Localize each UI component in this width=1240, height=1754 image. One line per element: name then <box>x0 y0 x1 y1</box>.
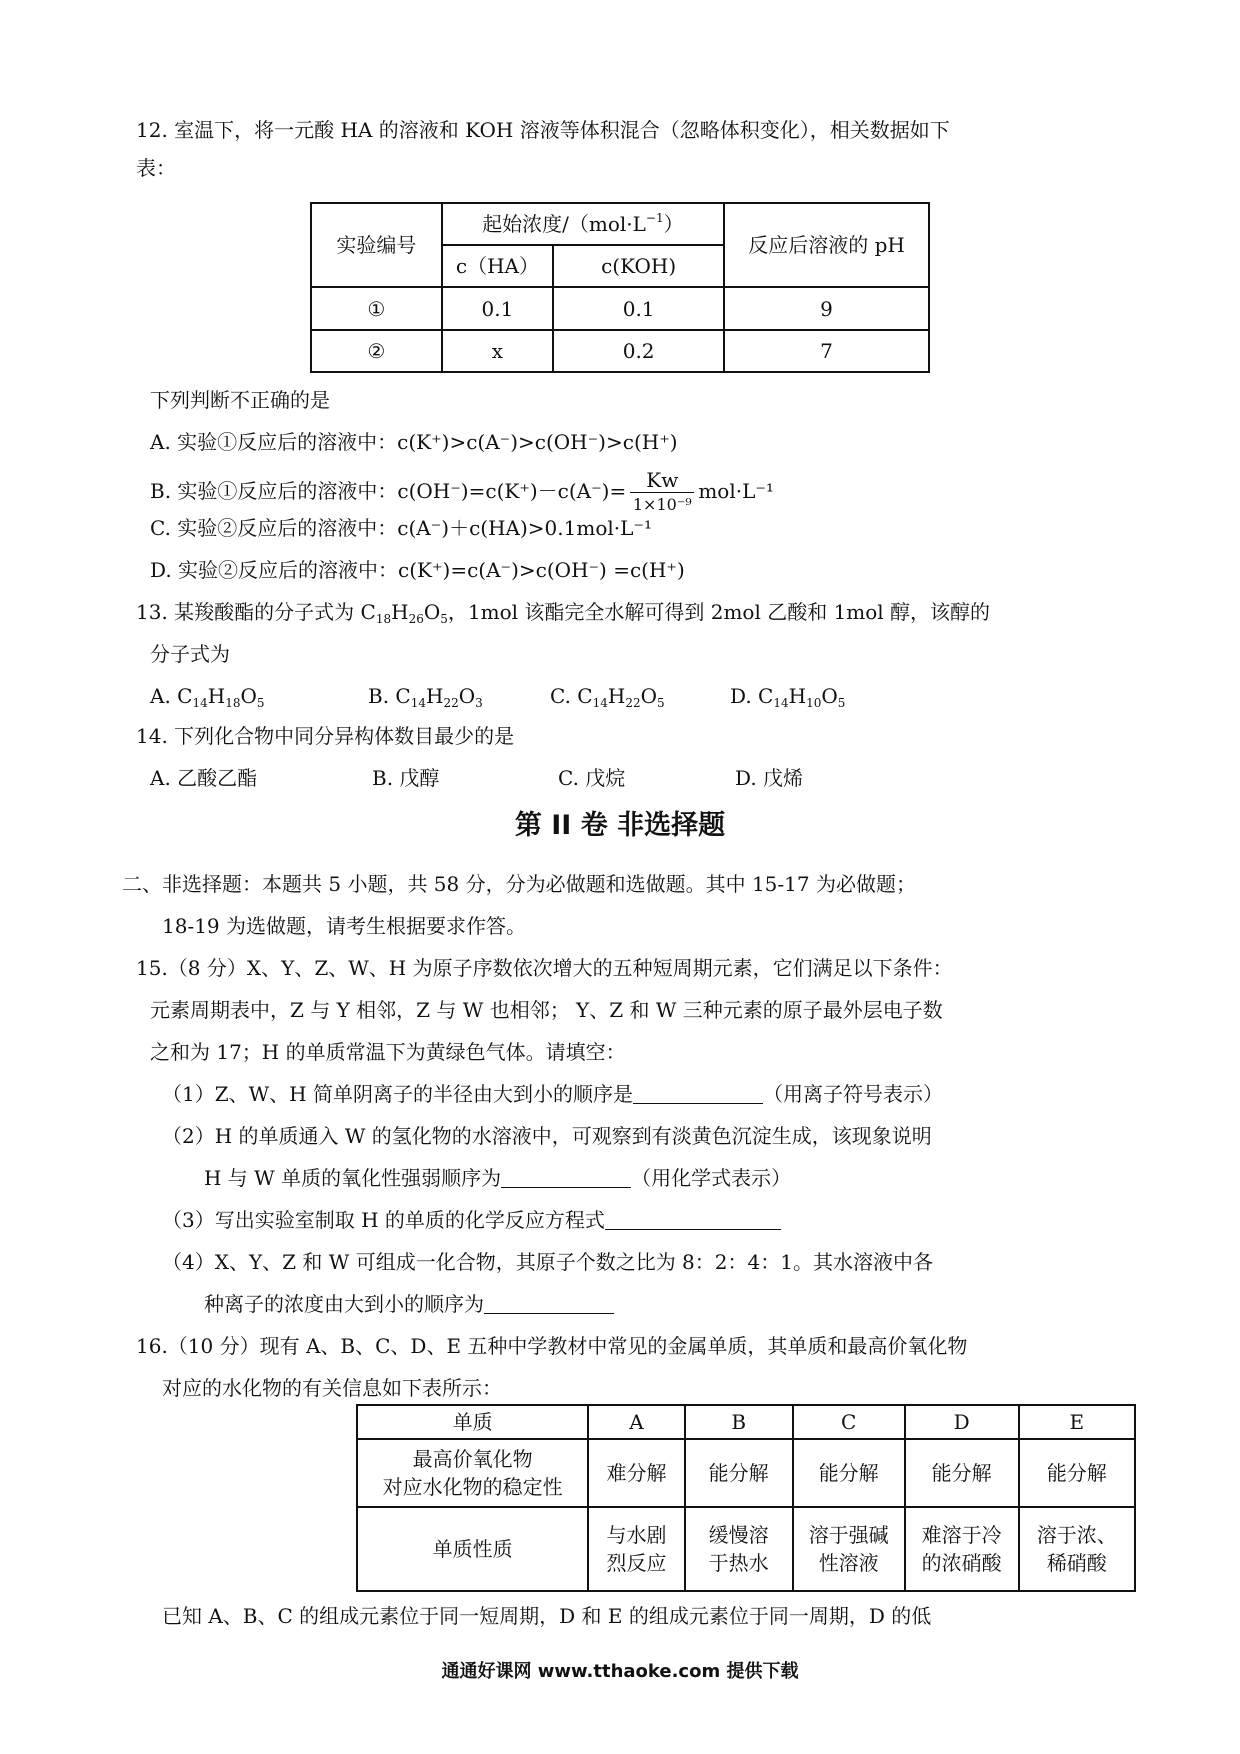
q16-header-substance: 单质 <box>357 1405 588 1439</box>
q13-option-b: B. $C_{14}H_{22}O_3$ <box>368 684 483 710</box>
q16-r1-c: 能分解 <box>793 1439 905 1507</box>
q14-option-a: A. 乙酸乙酯 <box>150 766 258 790</box>
section-title: 第 II 卷 非选择题 <box>514 810 726 841</box>
q16-header-c: C <box>793 1405 905 1439</box>
q16-r2-a: 与水剧 烈反应 <box>588 1507 684 1591</box>
q13-option-a: A. $C_{14}H_{18}O_5$ <box>150 684 265 710</box>
q12-stem-line1: 12. 室温下，将一元酸 HA 的溶液和 KOH 溶液等体积混合（忽略体积变化），相关数据如下 <box>136 118 950 142</box>
answer-blank[interactable] <box>501 1165 631 1188</box>
q16-header-b: B <box>685 1405 793 1439</box>
answer-blank[interactable] <box>633 1081 763 1104</box>
q12-row1-cha: 0.1 <box>442 287 554 330</box>
q15-sub2-line1: （2）H 的单质通入 W 的氢化物的水溶液中，可观察到有淡黄色沉淀生成，该现象说明 <box>162 1124 932 1148</box>
q12-header-conc: 起始浓度$/(mol\cdot L^{-1})$ <box>442 203 724 245</box>
q16-r1-a: 难分解 <box>588 1439 684 1507</box>
part2-line2: 18-19 为选做题，请考生根据要求作答。 <box>162 914 527 938</box>
q13-stem-line1: 13. 某羧酸酯的分子式为 $C_{18}H_{26}O_5$，1mol 该酯完全水解可得到 2mol 乙酸和 1mol 醇，该醇的 <box>136 600 991 626</box>
q12-row2-id: ② <box>311 330 442 372</box>
table-row <box>311 287 929 330</box>
q15-sub4-line2: 种离子的浓度由大到小的顺序为 <box>204 1290 614 1318</box>
q12-row1-ph: 9 <box>724 287 929 330</box>
q12-row2-cha: x <box>442 330 554 372</box>
q16-line2: 对应的水化物的有关信息如下表所示： <box>162 1376 502 1400</box>
part2-line1: 二、非选择题：本题共 5 小题，共 58 分，分为必做题和选做题。其中 15-17 为必做题； <box>122 872 916 896</box>
page-footer: 通通好课网 www.tthaoke.com 提供下载 <box>441 1661 799 1682</box>
q12-option-b: B. 实验①反应后的溶液中：c(OH⁻)=c(K⁺)－c(A⁻)= $\frac{Kw}{\text{1×10⁻⁹}}$ mol·L⁻¹ <box>150 468 774 514</box>
q16-header-d: D <box>905 1405 1019 1439</box>
table-row <box>357 1507 1135 1591</box>
table-row <box>311 330 929 372</box>
answer-blank[interactable] <box>605 1207 781 1230</box>
q12-option-c: C. 实验②反应后的溶液中：c(A⁻)＋c(HA)>0.1mol·L⁻¹ <box>150 516 652 540</box>
q16-tail: 已知 A、B、C 的组成元素位于同一短周期，D 和 E 的组成元素位于同一周期，D 的低 <box>162 1604 932 1628</box>
q12-row1-ckoh: 0.1 <box>553 287 724 330</box>
q12-stem-line2: 表： <box>136 156 176 180</box>
q15-sub1: （1）Z、W、H 简单阴离子的半径由大到小的顺序是 （用离子符号表示） <box>162 1082 943 1106</box>
q15-line3: 之和为 17；H 的单质常温下为黄绿色气体。请填空： <box>150 1040 626 1064</box>
q15-sub3: （3）写出实验室制取 H 的单质的化学反应方程式 <box>162 1206 781 1234</box>
q15-line2: 元素周期表中，Z 与 Y 相邻，Z 与 W 也相邻； Y、Z 和 W 三种元素的原子最外层电子数 <box>150 998 943 1022</box>
q12-row1-id: ① <box>311 287 442 330</box>
q12-prompt: 下列判断不正确的是 <box>150 388 330 412</box>
q14-stem: 14. 下列化合物中同分异构体数目最少的是 <box>136 724 515 748</box>
q16-header-e: E <box>1019 1405 1135 1439</box>
table-row <box>357 1439 1135 1507</box>
q14-option-b: B. 戊醇 <box>372 766 440 790</box>
q13-option-c: C. $C_{14}H_{22}O_5$ <box>550 684 665 710</box>
q16-r2-c: 溶于强碱 性溶液 <box>793 1507 905 1591</box>
q16-row2-header: 单质性质 <box>357 1507 588 1591</box>
q12-row2-ph: 7 <box>724 330 929 372</box>
q12-row2-ckoh: 0.2 <box>553 330 724 372</box>
q12-header-ckoh: c(KOH) <box>553 245 724 287</box>
answer-blank[interactable] <box>484 1291 614 1314</box>
q16-header-a: A <box>588 1405 684 1439</box>
q16-r2-d: 难溶于冷 的浓硝酸 <box>905 1507 1019 1591</box>
q12-header-ph: 反应后溶液的 pH <box>724 203 929 287</box>
q16-r2-e: 溶于浓、 稀硝酸 <box>1019 1507 1135 1591</box>
q13-option-d: D. $C_{14}H_{10}O_5$ <box>730 684 846 710</box>
q16-r1-b: 能分解 <box>685 1439 793 1507</box>
q16-r1-e: 能分解 <box>1019 1439 1135 1507</box>
q12-header-cha: c（HA） <box>442 245 554 287</box>
q12-header-exp: 实验编号 <box>311 203 442 287</box>
q13-stem-line2: 分子式为 <box>150 642 230 666</box>
q12-option-a: A. 实验①反应后的溶液中：c(K⁺)>c(A⁻)>c(OH⁻)>c(H⁺) <box>150 430 678 454</box>
q12-table <box>310 202 930 373</box>
q15-sub4-line1: （4）X、Y、Z 和 W 可组成一化合物，其原子个数之比为 8：2：4：1。其水溶液中各 <box>162 1250 933 1274</box>
q16-line1: 16.（10 分）现有 A、B、C、D、E 五种中学教材中常见的金属单质，其单质和最高价氧化物 <box>136 1334 968 1358</box>
q16-table <box>356 1404 1136 1592</box>
q12-option-d: D. 实验②反应后的溶液中：c(K⁺)=c(A⁻)>c(OH⁻) =c(H⁺) <box>150 558 685 582</box>
q15-line1: 15.（8 分）X、Y、Z、W、H 为原子序数依次增大的五种短周期元素，它们满足以下条件： <box>136 956 953 980</box>
q12-option-b-fraction: $\frac{Kw}{\text{1×10⁻⁹}}$ <box>630 470 694 515</box>
q15-sub2-line2: H 与 W 单质的氧化性强弱顺序为 （用化学式表示） <box>204 1166 792 1190</box>
q14-option-d: D. 戊烯 <box>735 766 804 790</box>
q16-r2-b: 缓慢溶 于热水 <box>685 1507 793 1591</box>
q16-r1-d: 能分解 <box>905 1439 1019 1507</box>
q14-option-c: C. 戊烷 <box>558 766 626 790</box>
q16-row1-header: 最高价氧化物 对应水化物的稳定性 <box>357 1439 588 1507</box>
